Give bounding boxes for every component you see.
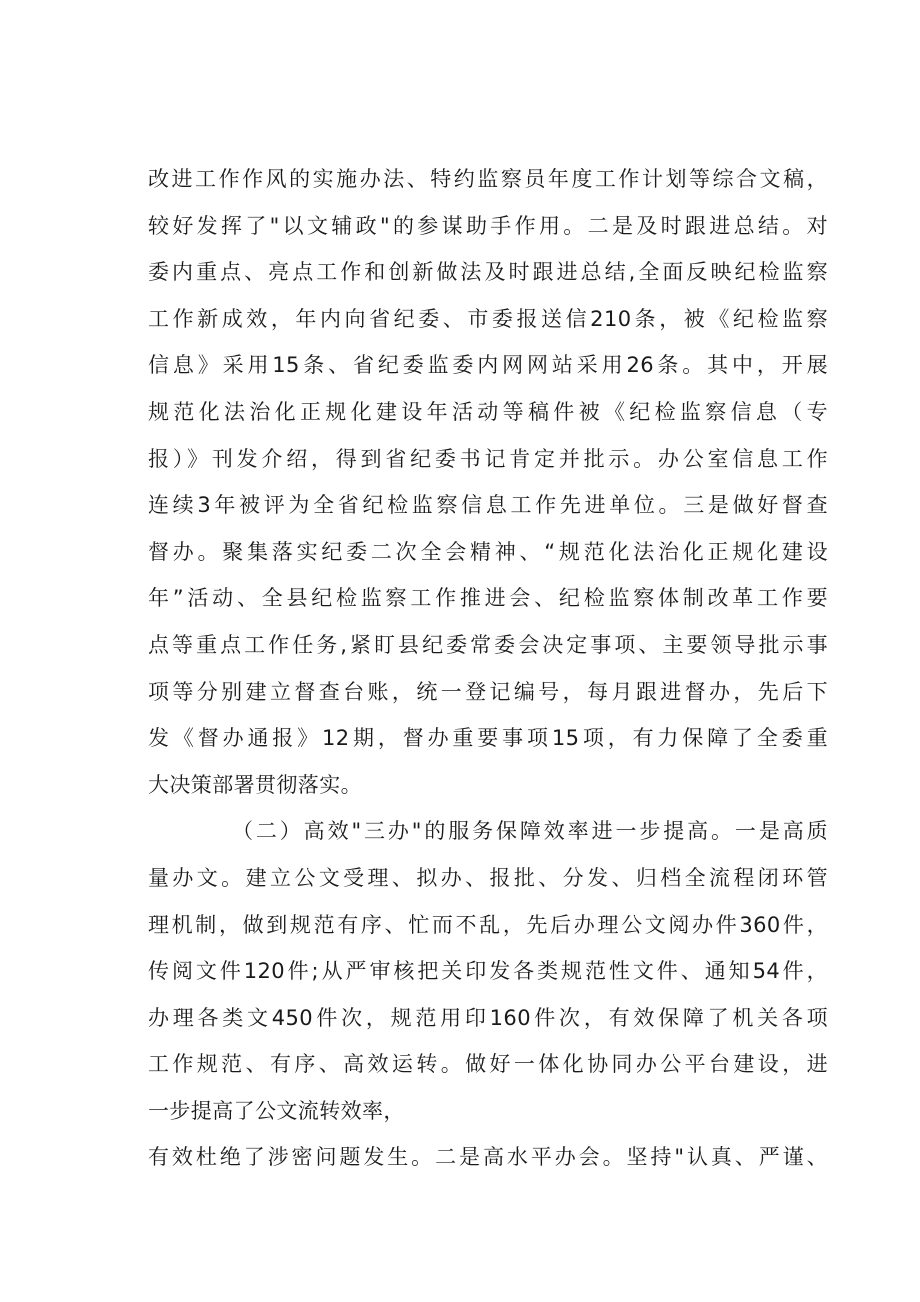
section-heading-line: （二）高效"三办"的服务保障效率进一步提高。一是高质 <box>232 819 828 844</box>
text-line: 发《督办通报》12期，督办重要事项15项，有力保障了全委重 <box>148 726 828 751</box>
text-line: 点等重点工作任务,紧盯县纪委常委会决定事项、主要领导批示事 <box>148 632 828 657</box>
text-line: 改进工作作风的实施办法、特约监察员年度工作计划等综合文稿， <box>148 167 828 191</box>
text-line: 一步提高了公文流转效率， <box>148 1098 405 1123</box>
text-line: 报）》刊发介绍，得到省纪委书记肯定并批示。办公室信息工作 <box>148 446 828 471</box>
text-line: 督办。聚集落实纪委二次全会精神、“规范化法治化正规化建设 <box>148 539 828 564</box>
text-line: 工作新成效，年内向省纪委、市委报送信210条，被《纪检监察 <box>148 306 828 331</box>
text-line: 传阅文件120件;从严审核把关印发各类规范性文件、通知54件， <box>148 959 828 984</box>
text-line: 有效杜绝了涉密问题发生。二是高水平办会。坚持"认真、严谨、 <box>148 1145 828 1170</box>
text-line: 大决策部署贯彻落实。 <box>148 772 362 797</box>
text-line: 较好发挥了"以文辅政"的参谋助手作用。二是及时跟进总结。对 <box>148 213 828 238</box>
text-line: 委内重点、亮点工作和创新做法及时跟进总结,全面反映纪检监察 <box>148 260 828 285</box>
text-line: 量办文。建立公文受理、拟办、报批、分发、归档全流程闭环管 <box>148 865 828 890</box>
body-text <box>148 156 828 1181</box>
text-line: 办理各类文450件次，规范用印160件次，有效保障了机关各项 <box>148 1005 828 1030</box>
text-line: 信息》采用15条、省纪委监委内网网站采用26条。其中，开展 <box>148 353 828 378</box>
text-line: 项等分别建立督查台账，统一登记编号，每月跟进督办，先后下 <box>148 679 828 704</box>
text-line: 连续3年被评为全省纪检监察信息工作先进单位。三是做好督查 <box>148 493 828 518</box>
text-line: 工作规范、有序、高效运转。做好一体化协同办公平台建设，进 <box>148 1052 828 1077</box>
text-line: 规范化法治化正规化建设年活动等稿件被《纪检监察信息（专 <box>148 399 828 424</box>
text-line: 理机制，做到规范有序、忙而不乱，先后办理公文阅办件360件， <box>148 912 828 937</box>
text-line: 年”活动、全县纪检监察工作推进会、纪检监察体制改革工作要 <box>148 586 828 611</box>
